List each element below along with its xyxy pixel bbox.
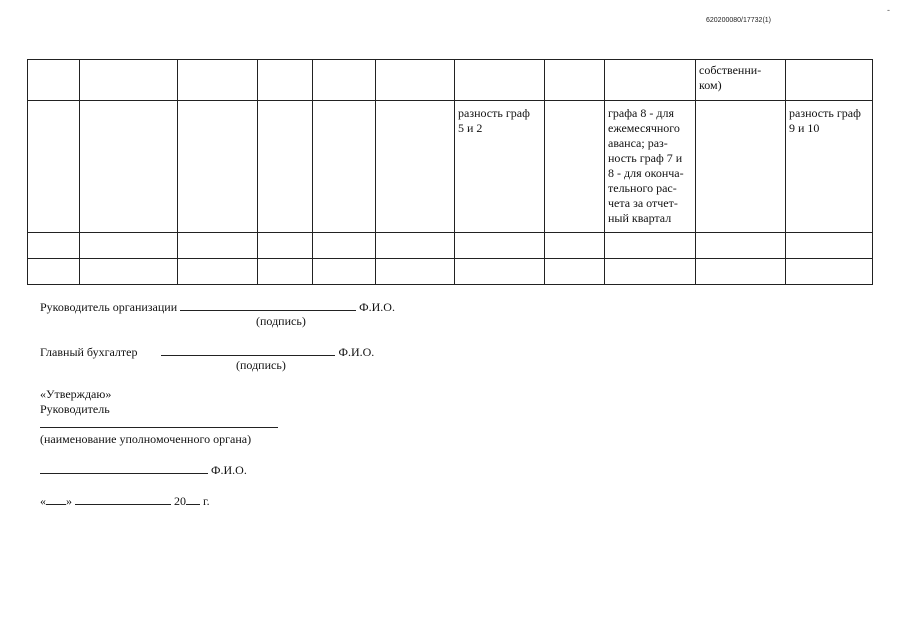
date-quote-open: « — [40, 494, 46, 508]
chief-accountant-signature-blank — [161, 343, 335, 356]
table-cell — [313, 60, 376, 101]
table-cell — [313, 233, 376, 259]
table-cell — [786, 259, 873, 285]
table-row — [28, 101, 873, 233]
table-row — [28, 60, 873, 101]
table-cell — [455, 259, 545, 285]
table-cell — [545, 233, 605, 259]
table-cell — [80, 60, 178, 101]
table-cell — [786, 233, 873, 259]
date-month-blank — [75, 492, 171, 505]
table-cell — [178, 259, 258, 285]
table-cell — [605, 60, 696, 101]
authorized-body-blank — [40, 427, 278, 428]
table-cell — [696, 101, 786, 233]
date-line — [40, 492, 210, 509]
approve-label: «Утверждаю» — [40, 387, 112, 401]
chief-accountant-fio-label: Ф.И.О. — [338, 345, 375, 359]
approver-signature-blank — [40, 461, 208, 474]
table-cell — [80, 101, 178, 233]
table-cell — [313, 101, 376, 233]
chief-accountant-signature-hint: (подпись) — [236, 358, 286, 372]
head-short-label: Руководитель — [40, 402, 110, 416]
head-label: Руководитель организации — [40, 300, 178, 314]
table-cell — [376, 60, 455, 101]
date-year-blank — [186, 492, 200, 505]
date-quote-close: » — [66, 494, 72, 508]
table-cell: разность граф 5 и 2 — [455, 101, 545, 233]
table-cell — [28, 101, 80, 233]
table-cell — [455, 60, 545, 101]
table-cell — [696, 233, 786, 259]
table-row — [28, 259, 873, 285]
table-cell: собственни- ком) — [696, 60, 786, 101]
head-signature-blank — [180, 298, 356, 311]
table-cell — [545, 60, 605, 101]
table-cell — [178, 233, 258, 259]
table-cell — [376, 259, 455, 285]
table-cell — [605, 259, 696, 285]
table-cell — [80, 259, 178, 285]
head-signature-line — [40, 298, 395, 315]
table-cell — [178, 101, 258, 233]
table-cell — [376, 233, 455, 259]
table-cell — [376, 101, 455, 233]
authorized-body-hint: (наименование уполномоченного органа) — [40, 432, 252, 446]
table-cell — [696, 259, 786, 285]
table-row — [28, 233, 873, 259]
table-cell — [28, 259, 80, 285]
chief-accountant-label: Главный бухгалтер — [40, 345, 138, 359]
table-cell — [258, 259, 313, 285]
table-cell — [545, 101, 605, 233]
table-cell — [28, 60, 80, 101]
chief-accountant-line — [40, 343, 374, 360]
table-cell — [455, 233, 545, 259]
table-cell — [258, 101, 313, 233]
table-cell — [258, 60, 313, 101]
table-cell — [80, 233, 178, 259]
table-cell — [178, 60, 258, 101]
table-cell — [786, 60, 873, 101]
table-cell — [258, 233, 313, 259]
table-cell — [605, 233, 696, 259]
table-cell — [545, 259, 605, 285]
date-day-blank — [46, 492, 66, 505]
table-cell — [313, 259, 376, 285]
head-fio-label: Ф.И.О. — [359, 300, 395, 314]
table-cell — [28, 233, 80, 259]
document-id: 620200080/17732(1) — [706, 17, 772, 24]
report-table — [27, 59, 873, 285]
date-year-prefix: 20 — [174, 494, 186, 508]
table-cell: графа 8 - для ежемесячного аванса; раз- ность граф 7 и 8 - для оконча- тельного рас- чета за отчет- ный квартал — [605, 101, 696, 233]
approver-fio-label: Ф.И.О. — [211, 463, 247, 477]
head-signature-hint: (подпись) — [256, 314, 306, 328]
date-year-suffix: г. — [203, 494, 210, 508]
table-cell: разность граф 9 и 10 — [786, 101, 873, 233]
corner-mark: - — [887, 5, 890, 15]
approver-fio-line — [40, 461, 247, 478]
